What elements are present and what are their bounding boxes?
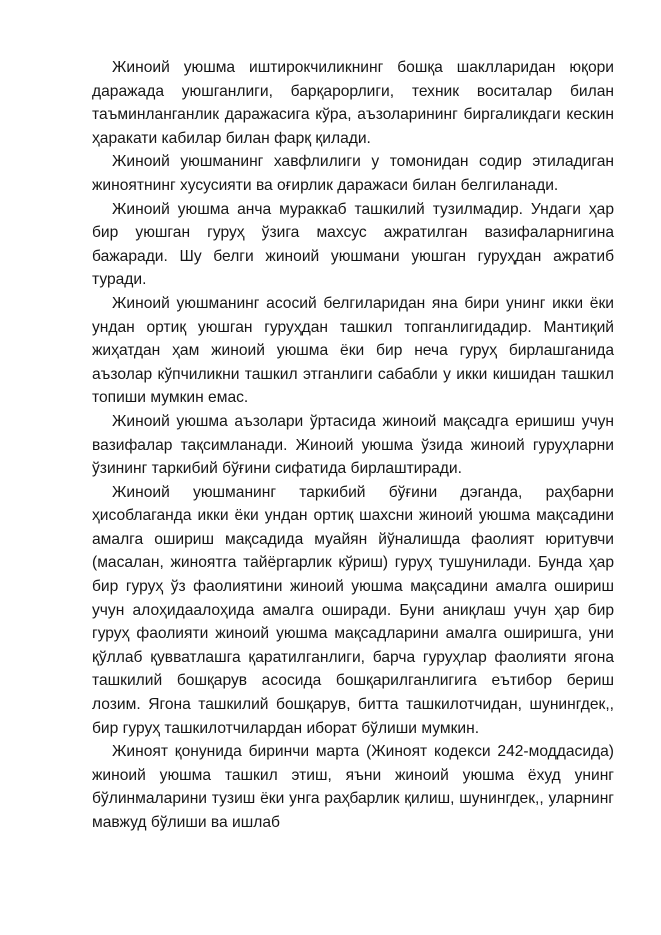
paragraph-6: Жиноий уюшманинг таркибий бўғини дэганда, раҳбарни ҳисоблаганда икки ёки ундан ортиқ шахсни жиноий уюшма мақсадини амалга ошириш мақсадида муайян йўналишда фаолият юритувчи (масалан, жиноятга тайёргарлик кўриш) гуруҳ тушунилади. Бунда ҳар бир гуруҳ ўз фаолиятини жиноий уюшма мақсадини амалга ошириш учун алоҳидаалоҳида амалга оширади. Буни аниқлаш учун ҳар бир гуруҳ фаолияти жиноий уюшма мақсадларини амалга оширишга, уни қўллаб қувватлашга қаратилганлиги, барча гуруҳлар фаолияти ягона ташкилий бошқарув асосида бошқарилганлигига еътибор бериш лозим. Ягона ташкилий бошқарув, битта ташкилотчидан, шунингдек,, бир гуруҳ ташкилотчилардан иборат бўлиши мумкин. [92, 483, 614, 737]
paragraph-1: Жиноий уюшма иштирокчиликнинг бошқа шаклларидан юқори даражада уюшганлиги, барқарорлиги, техник воситалар билан таъминланганлик даражасига кўра, аъзоларининг биргаликдаги кескин ҳаракати кабилар билан фарқ қилади. [92, 59, 614, 147]
paragraph-4: Жиноий уюшманинг асосий белгиларидан яна бири унинг икки ёки ундан ортиқ уюшган гуруҳдан ташкил топганлигидадир. Мантиқий жиҳатдан ҳам жиноий уюшма ёки бир неча гуруҳ бирлашганида аъзолар кўпчиликни ташкил этганлиги сабабли у икки кишидан ташкил топиши мумкин емас. [92, 294, 614, 407]
paragraph-5: Жиноий уюшма аъзолари ўртасида жиноий мақсадга еришиш учун вазифалар тақсимланади. Жиноий уюшма ўзида жиноий гуруҳларни ўзининг таркибий бўғини сифатида бирлаштиради. [92, 412, 614, 478]
paragraph-2: Жиноий уюшманинг хавфлилиги у томонидан содир этиладиган жиноятнинг хусусияти ва оғирлик даражаси билан белгиланади. [92, 153, 614, 194]
paragraph-3: Жиноий уюшма анча мураккаб ташкилий тузилмадир. Ундаги ҳар бир уюшган гуруҳ ўзига махсус ажратилган вазифаларнигина бажаради. Шу белги жиноий уюшмани уюшган гуруҳдан ажратиб туради. [92, 200, 614, 289]
document-body [92, 56, 614, 835]
paragraph-7: Жиноят қонунида биринчи марта (Жиноят кодекси 242-моддасида) жиноий уюшма ташкил этиш, яъни жиноий уюшма ёхуд унинг бўлинмаларини тузиш ёки унга раҳбарлик қилиш, шунингдек,, уларнинг мавжуд бўлиши ва ишлаб [92, 743, 614, 831]
